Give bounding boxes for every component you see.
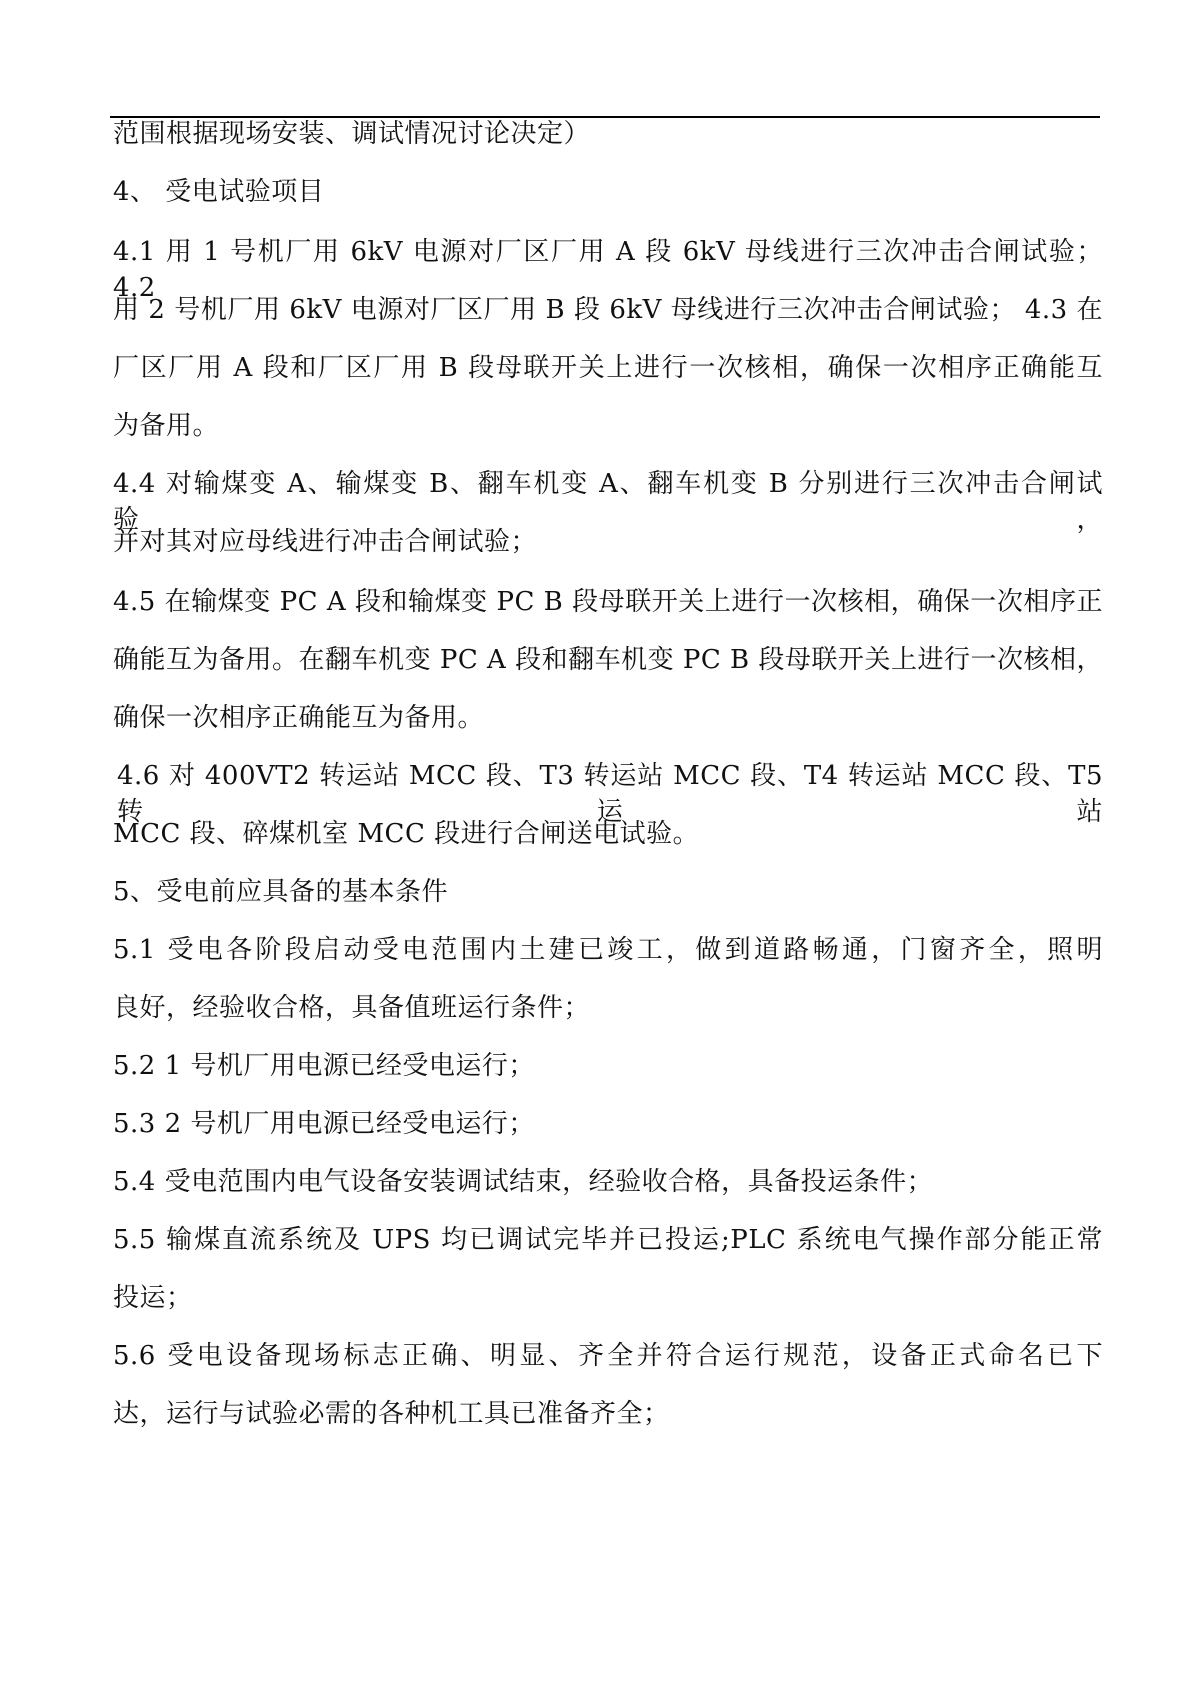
section-heading: 5、受电前应具备的基本条件 <box>113 877 449 907</box>
paragraph-line: 4.4 对输煤变 A、输煤变 B、翻车机变 A、翻车机变 B 分别进行三次冲击合闸试验， <box>113 469 1103 535</box>
paragraph-line: 范围根据现场安装、调试情况讨论决定） <box>113 119 591 149</box>
paragraph-line: 5.4 受电范围内电气设备安装调试结束，经验收合格，具备投运条件； <box>113 1167 934 1197</box>
paragraph-line: 5.5 输煤直流系统及 UPS 均已调试完毕并已投运;PLC 系统电气操作部分能正常 <box>113 1225 1103 1255</box>
paragraph-line: 确能互为备用。在翻车机变 PC A 段和翻车机变 PC B 段母联开关上进行一次核相， <box>113 645 1103 675</box>
paragraph-line: 投运； <box>113 1283 193 1313</box>
paragraph-line: 5.2 1 号机厂用电源已经受电运行； <box>113 1051 535 1081</box>
paragraph-line: MCC 段、碎煤机室 MCC 段进行合闸送电试验。 <box>113 819 700 849</box>
paragraph-line: 达，运行与试验必需的各种机工具已准备齐全； <box>113 1399 670 1429</box>
paragraph-line: 5.6 受电设备现场标志正确、明显、齐全并符合运行规范，设备正式命名已下 <box>113 1341 1103 1371</box>
paragraph-line: 5.3 2 号机厂用电源已经受电运行； <box>113 1109 535 1139</box>
paragraph-line: 厂区厂用 A 段和厂区厂用 B 段母联开关上进行一次核相，确保一次相序正确能互 <box>113 353 1103 383</box>
paragraph-line: 良好，经验收合格，具备值班运行条件； <box>113 993 591 1023</box>
paragraph-line: 并对其对应母线进行冲击合闸试验； <box>113 527 538 557</box>
paragraph-line: 为备用。 <box>113 411 220 441</box>
paragraph-line: 4.1 用 1 号机厂用 6kV 电源对厂区厂用 A 段 6kV 母线进行三次冲击合闸试验；4.2 <box>113 237 1103 303</box>
paragraph-line: 4.6 对 400VT2 转运站 MCC 段、T3 转运站 MCC 段、T4 转运站 MCC 段、T5 转运站 <box>117 761 1103 827</box>
paragraph-line: 确保一次相序正确能互为备用。 <box>113 703 485 733</box>
paragraph-line: 用 2 号机厂用 6kV 电源对厂区厂用 B 段 6kV 母线进行三次冲击合闸试验； 4.3 在 <box>113 295 1103 325</box>
paragraph-line: 4.5 在输煤变 PC A 段和输煤变 PC B 段母联开关上进行一次核相，确保一次相序正 <box>113 587 1103 617</box>
section-heading: 4、 受电试验项目 <box>113 177 325 207</box>
paragraph-line: 5.1 受电各阶段启动受电范围内土建已竣工，做到道路畅通，门窗齐全，照明 <box>113 935 1103 965</box>
